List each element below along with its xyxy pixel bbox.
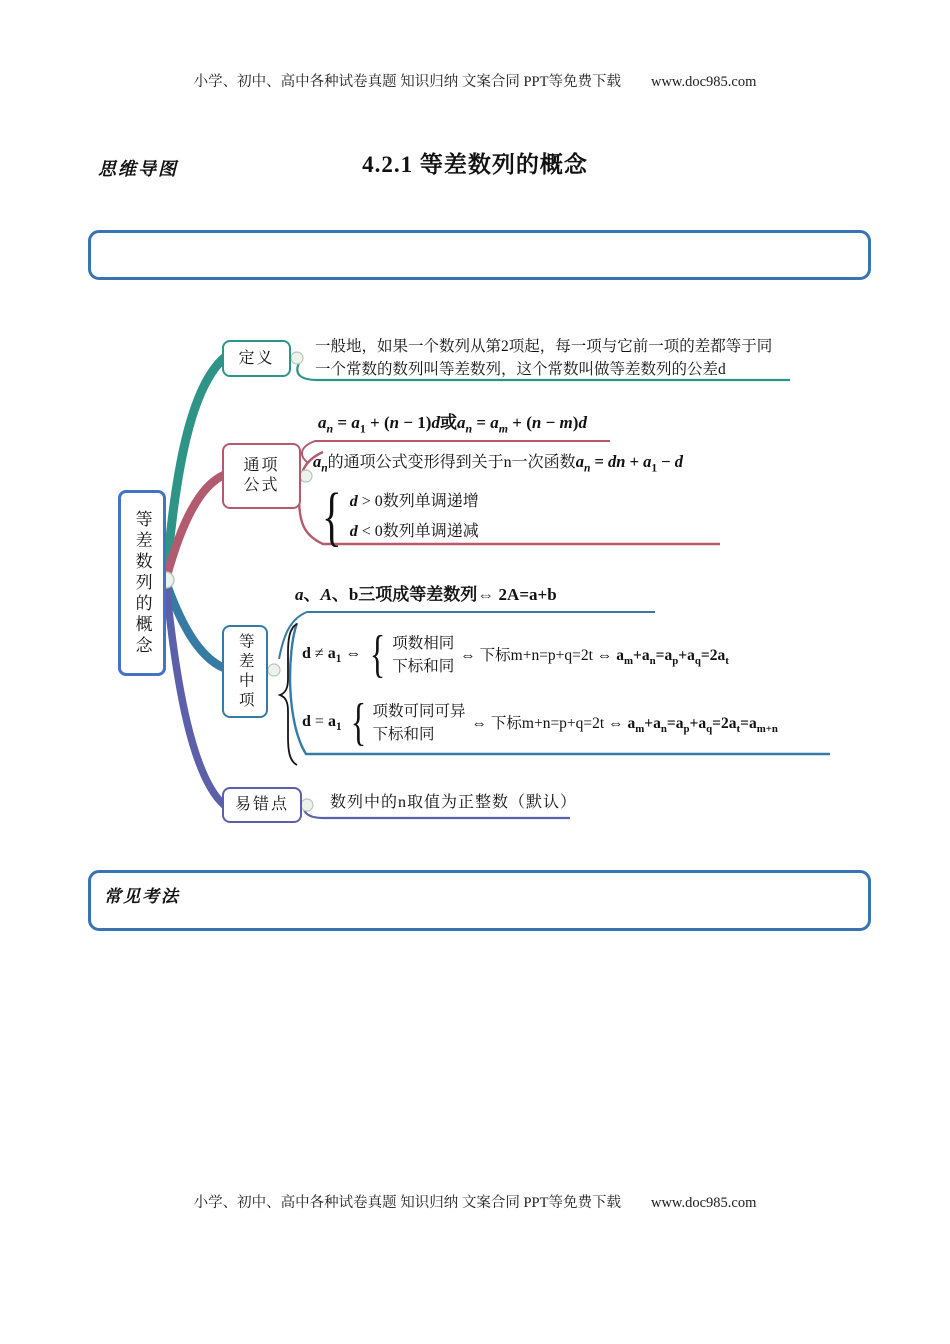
general-term-formula: $a_n = a_1 + (n - 1)d$或$a_n = a_m + (n - m)d$	[318, 413, 587, 436]
case1-brace-line2: 下标和同	[392, 658, 455, 675]
root-node-label: 等差数列的概念	[132, 509, 152, 657]
brace-icon: {	[350, 694, 366, 751]
footer-url: www.doc985.com	[650, 1195, 757, 1211]
case2-brace-line2: 下标和同	[372, 726, 435, 743]
pitfall-text: 数列中的n取值为正整数（默认）	[330, 794, 578, 811]
monotonic-increase: d > 0数列单调递增	[349, 493, 479, 510]
branch-line-pitfall	[166, 583, 224, 805]
brace-icon: {	[322, 480, 342, 553]
section-label: 思维导图	[98, 159, 178, 179]
arithmetic-mean-node	[222, 625, 268, 718]
pitfall-node-label: 易错点	[234, 796, 289, 813]
mean-connector-dot	[268, 664, 280, 676]
case1-brace-line1: 项数相同	[392, 635, 455, 652]
root-node	[118, 490, 166, 676]
mean-case-1	[302, 626, 729, 683]
formula-node-label: 通项 公式	[243, 457, 280, 494]
pitfall-node	[222, 787, 302, 823]
header-text: 小学、初中、高中各种试卷真题 知识归纳 文案合同 PPT等免费下载	[193, 74, 621, 90]
definition-connector-dot	[291, 352, 303, 364]
formula-node	[222, 443, 301, 509]
case2-tail: ⇔ 下标m+n=p+q=2t ⇔ $a_m+a_n=a_p+a_q=2a_t=a_{m+n}$	[471, 714, 778, 736]
page-title: 4.2.1 等差数列的概念	[362, 152, 588, 177]
page-footer	[0, 1191, 950, 1212]
definition-text: 一般地，如果一个数列从第2项起，每一项与它前一项的差都等于同一个常数的数列叫等差数列，这个常数叫做等差数列的公差d	[315, 338, 773, 378]
case2-brace-line1: 项数可同可异	[372, 703, 466, 720]
formula-connector-dot	[300, 470, 312, 482]
header-url: www.doc985.com	[650, 74, 757, 90]
arithmetic-mean-node-label: 等差中项	[236, 632, 254, 711]
exam-methods-panel	[88, 870, 871, 931]
exam-methods-label: 常见考法	[104, 887, 180, 906]
footer-text: 小学、初中、高中各种试卷真题 知识归纳 文案合同 PPT等免费下载	[193, 1195, 621, 1211]
monotonic-decrease: d < 0数列单调递减	[349, 523, 479, 540]
definition-node	[222, 340, 291, 377]
mean-case-2	[302, 694, 778, 751]
case2-lead: $d = a_1$	[302, 712, 342, 734]
brace-icon: {	[370, 626, 386, 683]
formula-transform-text: $a_n$的通项公式变形得到关于n一次函数$a_n$ = dn + $a_1 - d$	[313, 452, 684, 475]
pitfall-connector-dot	[301, 799, 313, 811]
definition-node-label: 定义	[238, 349, 275, 367]
mean-property-text: a、A、b三项成等差数列⇔ 2A=a+b	[295, 585, 557, 604]
case1-tail: ⇔ 下标m+n=p+q=2t ⇔ $a_m+a_n=a_p+a_q=2a_t$	[460, 646, 729, 668]
monotonicity-group	[316, 480, 479, 553]
case1-lead: $d \ne a_1$ ⇔	[302, 644, 362, 666]
